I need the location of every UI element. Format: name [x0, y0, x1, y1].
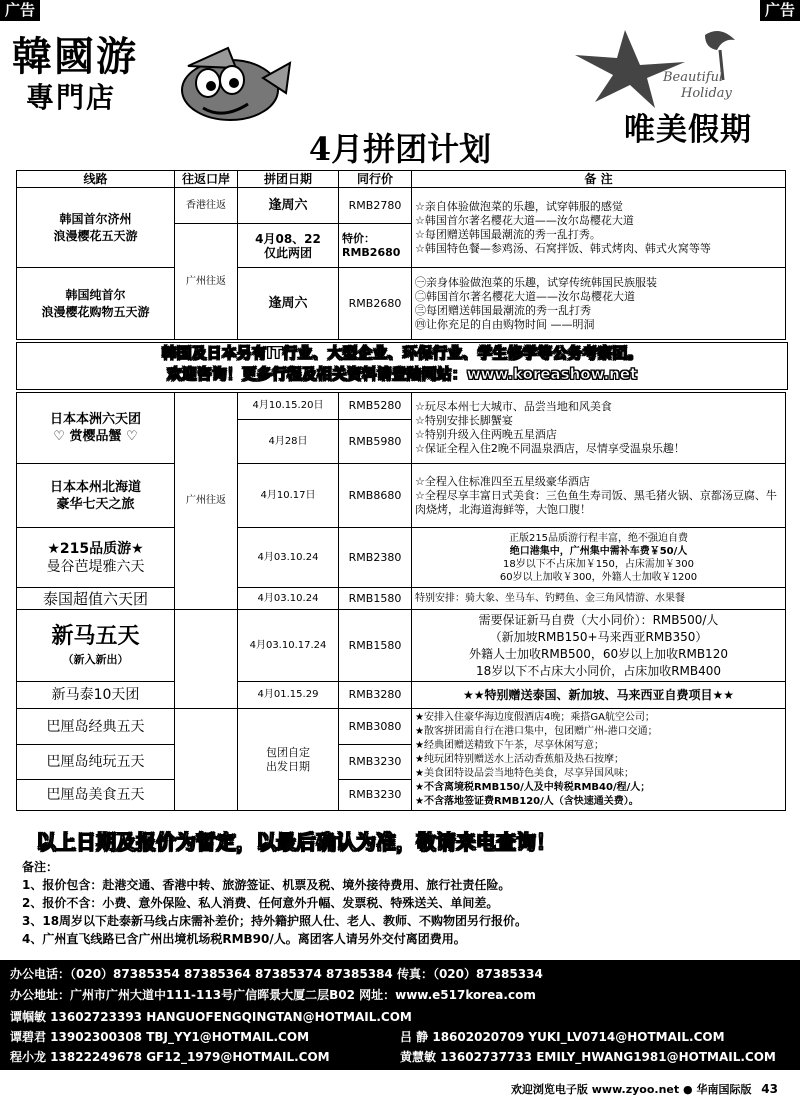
remark-item: 3、18周岁以下赴泰新马线占床需补差价；持外籍护照人仕、老人、教师、不购物团另行报价。	[22, 914, 528, 928]
notes-korea-seoul	[412, 268, 786, 340]
route-thai-215	[17, 528, 175, 588]
notes-thai-215	[412, 528, 786, 588]
note-line: ☆特别安排长脚蟹宴	[415, 414, 513, 427]
korea-tour-table	[16, 170, 786, 340]
note-line: 绝口港集中，广州集中需补车费￥50/人	[509, 545, 688, 557]
note-line: 60岁以上加收￥300，外籍人士加收￥1200	[499, 571, 698, 583]
note-line: 18岁以下不占床加￥150，占床需加￥300	[503, 558, 694, 570]
note-line: 正版215品质游行程丰富，绝不强迫自费	[508, 532, 689, 544]
logo-line2: 專門店	[26, 81, 117, 114]
logo-text	[12, 34, 138, 116]
price-cell: RMB2680	[339, 268, 412, 340]
header-price: 同行价	[339, 171, 412, 188]
note-line: ☆韩国首尔著名樱花大道——汝尔岛樱花大道	[415, 213, 634, 227]
port-hk: 香港往返	[175, 188, 238, 224]
dates-cell: 4月28日	[238, 420, 339, 464]
special-date-line: 4月08、22	[255, 231, 321, 246]
price-cell: RMB3080	[339, 709, 412, 745]
empty-port-cell	[175, 610, 238, 709]
note-line: ☆玩尽本州七大城市、品尝当地和风美食	[415, 400, 612, 413]
contact-section	[0, 960, 800, 1070]
route-line: 日本本州北海道	[49, 479, 141, 495]
note-line: ★安排入住豪华海边度假酒店4晚；乘搭GA航空公司；	[415, 711, 655, 723]
airplane-mascot-icon	[168, 38, 293, 133]
note-line: 外籍人士加收RMB500，60岁以上加收RMB120	[469, 646, 728, 661]
notes-korea-jeju	[412, 188, 786, 268]
note-line: ㊃让你充足的自由购物时间 ——明洞	[415, 317, 595, 331]
notes-japan-hokkaido	[412, 464, 786, 528]
contact-person: 程小龙 13822249678 GF12_1979@HOTMAIL.COM	[10, 1050, 330, 1064]
note-line: ☆全程入住标准四至五星级豪华酒店	[415, 474, 590, 488]
route-korea-jeju	[17, 188, 175, 268]
header-port: 往返口岸	[175, 171, 238, 188]
header-dates: 拼团日期	[238, 171, 339, 188]
notes-sg-my	[412, 610, 786, 682]
dates-cell: 4月10.17日	[238, 464, 339, 528]
route-line: 浪漫樱花购物五天游	[41, 304, 150, 319]
bali-date-line: 出发日期	[266, 759, 310, 773]
bali-dates	[238, 709, 339, 811]
note-line: ㊁韩国首尔著名樱花大道——汝尔岛樱花大道	[415, 289, 635, 303]
ad-tag-left: 广告	[0, 0, 40, 21]
page-title: 4月拼团计划	[308, 130, 492, 168]
dates-cell: 4月03.10.17.24	[238, 610, 339, 682]
price-cell: RMB5980	[339, 420, 412, 464]
price-cell: RMB1580	[339, 610, 412, 682]
page-footer	[511, 1081, 778, 1097]
special-date-line: 仅此两团	[263, 245, 312, 260]
notes-japan-honshu	[412, 393, 786, 464]
contact-person: 吕 静 18602020709 YUKI_LV0714@HOTMAIL.COM	[400, 1030, 725, 1044]
office-address: 办公地址：广州市广州大道中111-113号广信晖景大厦二层B02 网址：www.e517korea.com	[10, 988, 536, 1002]
brand-chinese: 唯美假期	[624, 112, 752, 148]
remark-item: 2、报价不含：小费、意外保险、私人消费、任何意外升幅、发票税、特殊送关、单间差。	[22, 896, 499, 910]
note-line: （新加坡RMB150+马来西亚RMB350）	[489, 629, 708, 644]
contact-person: 黄慧敏 13602737733 EMILY_HWANG1981@HOTMAIL.COM	[400, 1050, 776, 1064]
note-line: ★散客拼团需自行在港口集中，包团赠广州-港口交通；	[415, 725, 658, 737]
company-logo-icon: ●	[683, 1083, 693, 1096]
price-cell: RMB5280	[339, 393, 412, 420]
note-line: ☆韩国特色餐—参鸡汤、石窝拌饭、韩式烤肉、韩式火窝等等	[415, 241, 711, 255]
note-line: ☆亲自体验做泡菜的乐趣，试穿韩服的感觉	[415, 199, 623, 213]
route-japan-hokkaido	[17, 464, 175, 528]
route-bali-food: 巴厘岛美食五天	[17, 780, 175, 811]
price-cell: RMB8680	[339, 464, 412, 528]
price-cell: RMB1580	[339, 588, 412, 610]
route-sg-my-th: 新马泰10天团	[17, 682, 175, 709]
bali-date-line: 包团自定	[266, 745, 310, 759]
disclaimer-banner: 以上日期及报价为暂定，以最后确认为准，敬请来电查询！	[36, 830, 556, 854]
remarks-section	[22, 858, 527, 948]
note-line: ★纯玩团特别赠送水上活动香蕉船及热石按摩；	[415, 753, 624, 765]
route-line: 韩国首尔济州	[59, 211, 132, 226]
route-line: 曼谷芭堤雅六天	[46, 558, 145, 575]
empty-port-cell	[175, 709, 238, 811]
route-line: 新马五天	[51, 623, 140, 649]
note-line: ★不含离境税RMB150/人及中转税RMB40/程/人；	[415, 781, 651, 793]
dates-cell: 4月10.15.20日	[238, 393, 339, 420]
route-korea-seoul	[17, 268, 175, 340]
logo-line1: 韓國游	[12, 33, 138, 80]
remark-item: 4、广州直飞线路已含广州出境机场税RMB90/人。离团客人请另外交付离团费用。	[22, 932, 466, 946]
header-notes: 备 注	[412, 171, 786, 188]
note-line: ★不含落地签证费RMB120/人（含快速通关费）。	[415, 795, 639, 807]
note-line: ☆全程尽享丰富日式美食：三色鱼生寿司饭、黑毛猪火锅、京都汤豆腐、牛肉烧烤，北海道海鲜等，大饱口腹！	[415, 488, 777, 516]
notes-thai-value: 特别安排：骑大象、坐马车、钓鳄鱼、金三角风情游、水果餐	[412, 588, 786, 610]
note-line: ★经典团赠送精致下午茶，尽享休闲写意；	[415, 739, 604, 751]
notes-bali	[412, 709, 786, 811]
page-number: 43	[761, 1082, 778, 1096]
notes-sg-my-th: ★★特别赠送泰国、新加坡、马来西亚自费项目★★	[412, 682, 786, 709]
footer-company: 华南国际版	[696, 1083, 752, 1096]
price-cell: RMB3280	[339, 682, 412, 709]
route-line: （新入新出）	[62, 652, 129, 666]
brand-english	[663, 70, 732, 102]
port-gz: 广州往返	[175, 224, 238, 340]
contact-person: 谭帼敏 13602723393 HANGUOFENGQINGTAN@HOTMAIL.COM	[10, 1010, 412, 1024]
special-dates	[238, 224, 339, 268]
route-japan-honshu	[17, 393, 175, 464]
route-line: ★215品质游★	[47, 540, 144, 557]
port-gz: 广州往返	[175, 393, 238, 610]
dates-cell: 逢周六	[238, 268, 339, 340]
remarks-title: 备注：	[22, 860, 59, 874]
price-cell: RMB3230	[339, 745, 412, 780]
route-sg-my	[17, 610, 175, 682]
korea-japan-banner	[16, 342, 788, 390]
brand-en-line1: Beautiful	[663, 70, 724, 85]
dates-cell: 逢周六	[238, 188, 339, 224]
note-line: ☆保证全程入住2晚不同温泉酒店，尽情享受温泉乐趣！	[415, 442, 685, 455]
route-line: 赏樱品蟹	[69, 429, 122, 444]
note-line: ☆特别升级入住两晚五星酒店	[415, 428, 557, 441]
route-line: 豪华七天之旅	[56, 496, 135, 512]
route-line: 日本本洲六天团	[49, 412, 141, 427]
price-cell: RMB2780	[339, 188, 412, 224]
header-route: 线路	[17, 171, 175, 188]
remark-item: 1、报价包含：赴港交通、香港中转、旅游签证、机票及税、境外接待费用、旅行社责任险。	[22, 878, 511, 892]
banner-line1: 韩国及日本另有IT行业、大型企业、环保行业、学生修学等公务考察团。	[161, 344, 643, 362]
special-price-label: 特价：	[342, 231, 375, 245]
dates-cell: 4月03.10.24	[238, 588, 339, 610]
note-line: 需要保证新马自费（大小同价）：RMB500/人	[478, 612, 719, 627]
special-price	[339, 224, 412, 268]
note-line: ㊀亲身体验做泡菜的乐趣，试穿传统韩国民族服装	[415, 275, 657, 289]
contact-person: 谭碧君 13902300308 TBJ_YY1@HOTMAIL.COM	[10, 1030, 310, 1044]
note-line: ☆每团赠送韩国最潮流的秀一乱打秀。	[415, 227, 601, 241]
price-cell: RMB2380	[339, 528, 412, 588]
footer-text: 欢迎浏览电子版 www.zyoo.net	[510, 1083, 680, 1096]
heart-icon: ♡	[126, 429, 138, 444]
heart-icon: ♡	[53, 429, 65, 444]
route-bali-pure: 巴厘岛纯玩五天	[17, 745, 175, 780]
special-price-value: RMB2680	[342, 245, 401, 259]
office-phone: 办公电话：（020）87385354 87385364 87385374 87385384 传真：（020）87385334	[10, 967, 543, 981]
note-line: ★美食团特设品尝当地特色美食，尽享异国风味；	[415, 767, 634, 779]
route-bali-classic: 巴厘岛经典五天	[17, 709, 175, 745]
dates-cell: 4月01.15.29	[238, 682, 339, 709]
route-thai-value: 泰国超值六天团	[17, 588, 175, 610]
banner-line2: 欢迎咨询！更多行程及相关资料请登陆网站：www.koreashow.net	[166, 365, 638, 383]
brand-en-line2: Holiday	[681, 86, 732, 101]
asia-tour-table	[16, 392, 786, 811]
note-line: ㊂每团赠送韩国最潮流的秀一乱打秀	[415, 303, 591, 317]
price-cell: RMB3230	[339, 780, 412, 811]
dates-cell: 4月03.10.24	[238, 528, 339, 588]
ad-tag-right: 广告	[760, 0, 800, 21]
note-line: 18岁以下不占床大小同价，占床加收RMB400	[475, 663, 722, 678]
route-line: 浪漫樱花五天游	[53, 228, 138, 243]
route-line: 韩国纯首尔	[65, 287, 126, 302]
